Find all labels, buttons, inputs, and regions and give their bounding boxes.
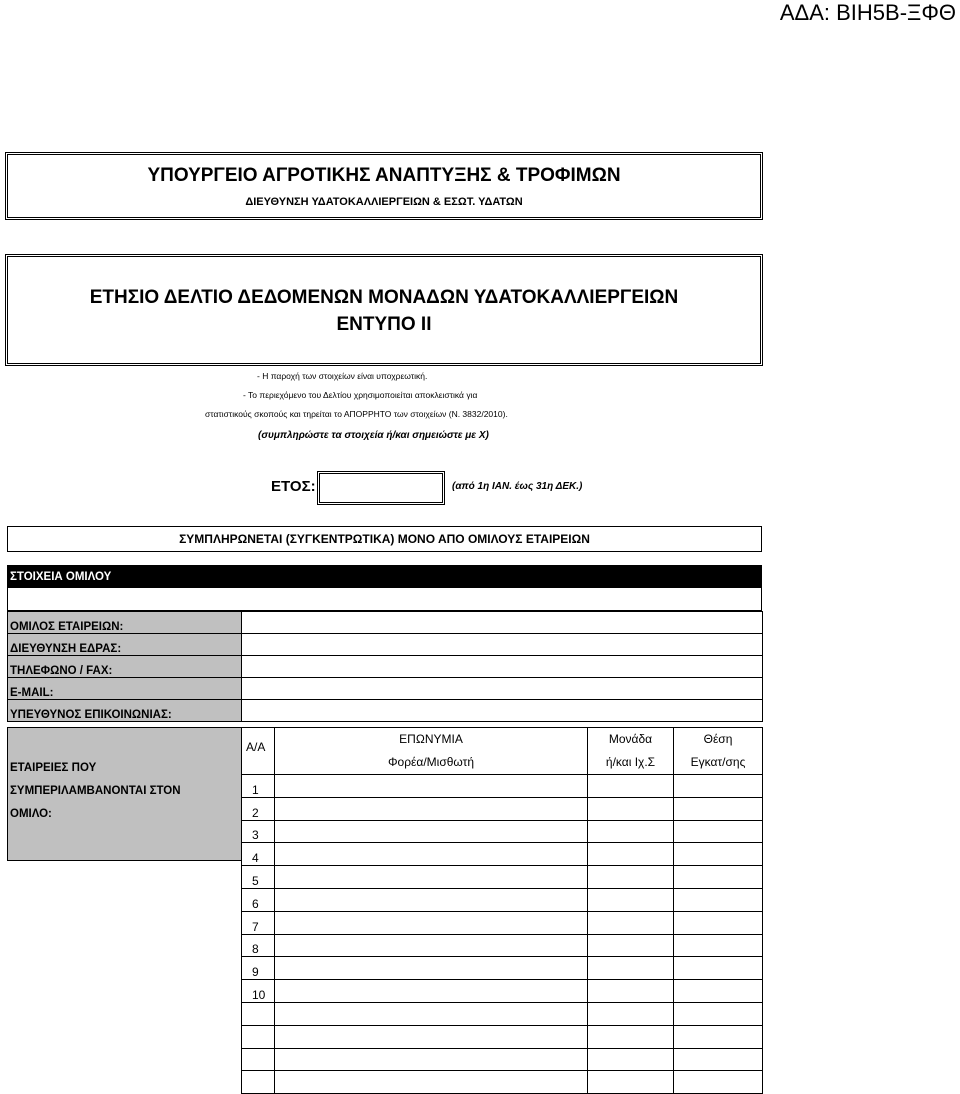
header-location-line2: Εγκατ/σης [690, 755, 746, 769]
header-unit-line2: ή/και Ιχ.Σ [605, 755, 656, 769]
table-row [242, 911, 763, 934]
member-companies-label [7, 727, 242, 861]
unit-cell[interactable] [588, 1071, 674, 1094]
header-aa: Α/Α [242, 728, 275, 775]
contact-field[interactable] [242, 700, 763, 722]
company-name-cell[interactable] [275, 934, 588, 957]
header-unit-line1: Μονάδα [608, 732, 653, 746]
ada-code: ΑΔΑ: ΒΙΗ5Β-ΞΦΘ [779, 0, 956, 25]
row-number: 4 [242, 843, 275, 866]
fill-instruction: (συμπληρώστε τα στοιχεία ή/και σημειώστε με Χ) [258, 430, 489, 441]
location-cell[interactable] [674, 980, 763, 1003]
unit-cell[interactable] [588, 957, 674, 980]
ministry-name: ΥΠΟΥΡΓΕΙΟ ΑΓΡΟΤΙΚΗΣ ΑΝΑΠΤΥΞΗΣ & ΤΡΟΦΙΜΩΝ [147, 165, 621, 186]
info-row [8, 634, 763, 656]
unit-cell[interactable] [588, 934, 674, 957]
row-number: 3 [242, 820, 275, 843]
year-input[interactable] [317, 471, 445, 505]
row-number [242, 1002, 275, 1025]
member-label-line: ΣΥΜΠΕΡΙΛΑΜΒΑΝΟΝΤΑΙ ΣΤΟΝ [10, 785, 181, 797]
company-name-cell[interactable] [275, 1025, 588, 1048]
header-location [674, 728, 763, 775]
company-name-cell[interactable] [275, 1071, 588, 1094]
form-title-box [5, 254, 763, 366]
company-name-cell[interactable] [275, 888, 588, 911]
company-name-cell[interactable] [275, 980, 588, 1003]
header-location-line1: Θέση [703, 732, 733, 746]
company-name-cell[interactable] [275, 775, 588, 798]
company-name-cell[interactable] [275, 911, 588, 934]
form-title: ΕΤΗΣΙΟ ΔΕΛΤΙΟ ΔΕΔΟΜΕΝΩΝ ΜΟΝΑΔΩΝ ΥΔΑΤΟΚΑΛΛΙΕΡΓΕΙΩΝ [89, 287, 679, 308]
group-notice: ΣΥΜΠΛΗΡΩΝΕΤΑΙ (ΣΥΓΚΕΝΤΡΩΤΙΚΑ) ΜΟΝΟ ΑΠΟ ΟΜΙΛΟΥΣ ΕΤΑΙΡΕΙΩΝ [7, 526, 762, 552]
header-unit [588, 728, 674, 775]
table-row [242, 1071, 763, 1094]
location-cell[interactable] [674, 934, 763, 957]
row-number [242, 1048, 275, 1071]
table-row [242, 1048, 763, 1071]
info-row [8, 656, 763, 678]
group-name-field[interactable] [242, 612, 763, 634]
blank-row [7, 588, 762, 611]
phone-label: ΤΗΛΕΦΩΝΟ / FAX: [8, 656, 242, 678]
info-row [8, 700, 763, 722]
row-number: 10 [242, 980, 275, 1003]
ministry-header [5, 152, 763, 220]
table-row [242, 1002, 763, 1025]
table-row [242, 980, 763, 1003]
unit-cell[interactable] [588, 843, 674, 866]
info-row [8, 612, 763, 634]
header-name-line1: ΕΠΩΝΥΜΙΑ [399, 732, 463, 746]
unit-cell[interactable] [588, 1002, 674, 1025]
location-cell[interactable] [674, 1071, 763, 1094]
form-subtitle: ΕΝΤΥΠΟ ΙΙ [336, 314, 432, 335]
location-cell[interactable] [674, 1025, 763, 1048]
company-name-cell[interactable] [275, 957, 588, 980]
location-cell[interactable] [674, 1002, 763, 1025]
table-row [242, 775, 763, 798]
group-name-label: ΟΜΙΛΟΣ ΕΤΑΙΡΕΙΩΝ: [8, 612, 242, 634]
company-name-cell[interactable] [275, 1002, 588, 1025]
header-name-line2: Φορέα/Μισθωτή [387, 755, 475, 769]
header-name [275, 728, 588, 775]
address-field[interactable] [242, 634, 763, 656]
row-number: 8 [242, 934, 275, 957]
email-label: E-MAIL: [8, 678, 242, 700]
address-label: ΔΙΕΥΘΥΝΣΗ ΕΔΡΑΣ: [8, 634, 242, 656]
company-name-cell[interactable] [275, 820, 588, 843]
row-number: 9 [242, 957, 275, 980]
table-row [242, 820, 763, 843]
year-range: (από 1η ΙΑΝ. έως 31η ΔΕΚ.) [452, 481, 583, 492]
company-name-cell[interactable] [275, 797, 588, 820]
group-info-table [7, 611, 763, 722]
directorate-name: ΔΙΕΥΘΥΝΣΗ ΥΔΑΤΟΚΑΛΛΙΕΡΓΕΙΩΝ & ΕΣΩΤ. ΥΔΑΤΩΝ [245, 196, 523, 208]
unit-cell[interactable] [588, 1025, 674, 1048]
unit-cell[interactable] [588, 775, 674, 798]
company-name-cell[interactable] [275, 1048, 588, 1071]
table-row [242, 866, 763, 889]
email-field[interactable] [242, 678, 763, 700]
table-row [242, 797, 763, 820]
note-confidential: στατιστικούς σκοπούς και τηρείται το ΑΠΟΡΡΗΤΟ των στοιχείων (Ν. 3832/2010). [205, 409, 508, 419]
company-name-cell[interactable] [275, 843, 588, 866]
unit-cell[interactable] [588, 888, 674, 911]
row-number: 7 [242, 911, 275, 934]
table-row [242, 843, 763, 866]
location-cell[interactable] [674, 843, 763, 866]
location-cell[interactable] [674, 820, 763, 843]
company-name-cell[interactable] [275, 866, 588, 889]
row-number: 6 [242, 888, 275, 911]
row-number [242, 1025, 275, 1048]
unit-cell[interactable] [588, 980, 674, 1003]
location-cell[interactable] [674, 911, 763, 934]
row-number [242, 1071, 275, 1094]
row-number: 2 [242, 797, 275, 820]
unit-cell[interactable] [588, 911, 674, 934]
location-cell[interactable] [674, 957, 763, 980]
member-label-line: ΕΤΑΙΡΕΙΕΣ ΠΟΥ [10, 762, 97, 774]
table-header-row [242, 728, 763, 775]
info-row [8, 678, 763, 700]
member-label-line: ΟΜΙΛΟ: [10, 808, 52, 820]
section-title: ΣΤΟΙΧΕΙΑ ΟΜΙΛΟΥ [7, 565, 762, 588]
unit-cell[interactable] [588, 1048, 674, 1071]
row-number: 1 [242, 775, 275, 798]
member-companies-table [241, 727, 763, 1094]
location-cell[interactable] [674, 775, 763, 798]
unit-cell[interactable] [588, 866, 674, 889]
table-row [242, 934, 763, 957]
table-row [242, 957, 763, 980]
location-cell[interactable] [674, 866, 763, 889]
member-rows [242, 775, 763, 1094]
table-row [242, 888, 763, 911]
unit-cell[interactable] [588, 820, 674, 843]
unit-cell[interactable] [588, 797, 674, 820]
location-cell[interactable] [674, 797, 763, 820]
location-cell[interactable] [674, 888, 763, 911]
row-number: 5 [242, 866, 275, 889]
year-label: ΕΤΟΣ: [271, 478, 316, 495]
phone-field[interactable] [242, 656, 763, 678]
table-row [242, 1025, 763, 1048]
note-usage: - Το περιεχόμενο του Δελτίου χρησιμοποιείται αποκλειστικά για [243, 390, 478, 400]
location-cell[interactable] [674, 1048, 763, 1071]
note-mandatory: - Η παροχή των στοιχείων είναι υποχρεωτική. [257, 371, 428, 381]
notes [205, 367, 605, 424]
contact-label: ΥΠΕΥΘΥΝΟΣ ΕΠΙΚΟΙΝΩΝΙΑΣ: [8, 700, 242, 722]
